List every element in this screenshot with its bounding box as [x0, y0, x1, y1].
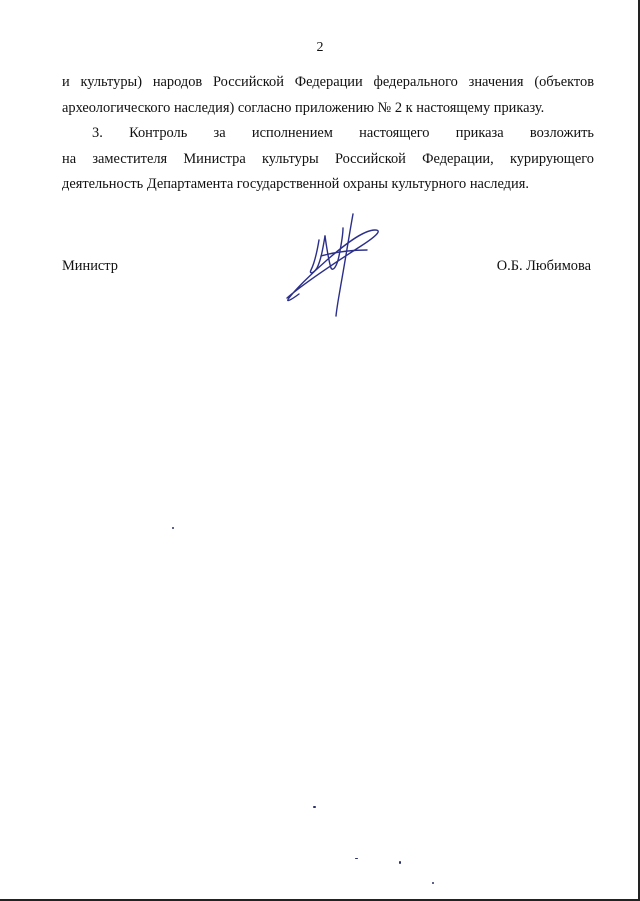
signatory-name: О.Б. Любимова	[496, 258, 591, 274]
scan-speck	[313, 806, 316, 808]
scan-speck	[399, 861, 401, 864]
paragraph-line: и культуры) народов Российской Федерации федерального значения (объектов	[62, 74, 594, 90]
page-number: 2	[316, 40, 324, 55]
handwritten-signature	[283, 206, 383, 318]
document-body	[62, 70, 594, 198]
paragraph-line: на заместителя Министра культуры Российской Федерации, курирующего	[62, 150, 594, 167]
paragraph-line: деятельность Департамента государственной охраны культурного наследия.	[62, 176, 529, 192]
scan-speck	[355, 858, 358, 859]
signatory-title: Министр	[62, 258, 118, 274]
paragraph-line: археологического наследия) согласно приложению № 2 к настоящему приказу.	[62, 99, 545, 116]
paragraph-line: 3. Контроль за исполнением настоящего приказа возложить	[92, 125, 594, 141]
scan-speck	[172, 527, 174, 529]
scan-speck	[432, 882, 434, 884]
